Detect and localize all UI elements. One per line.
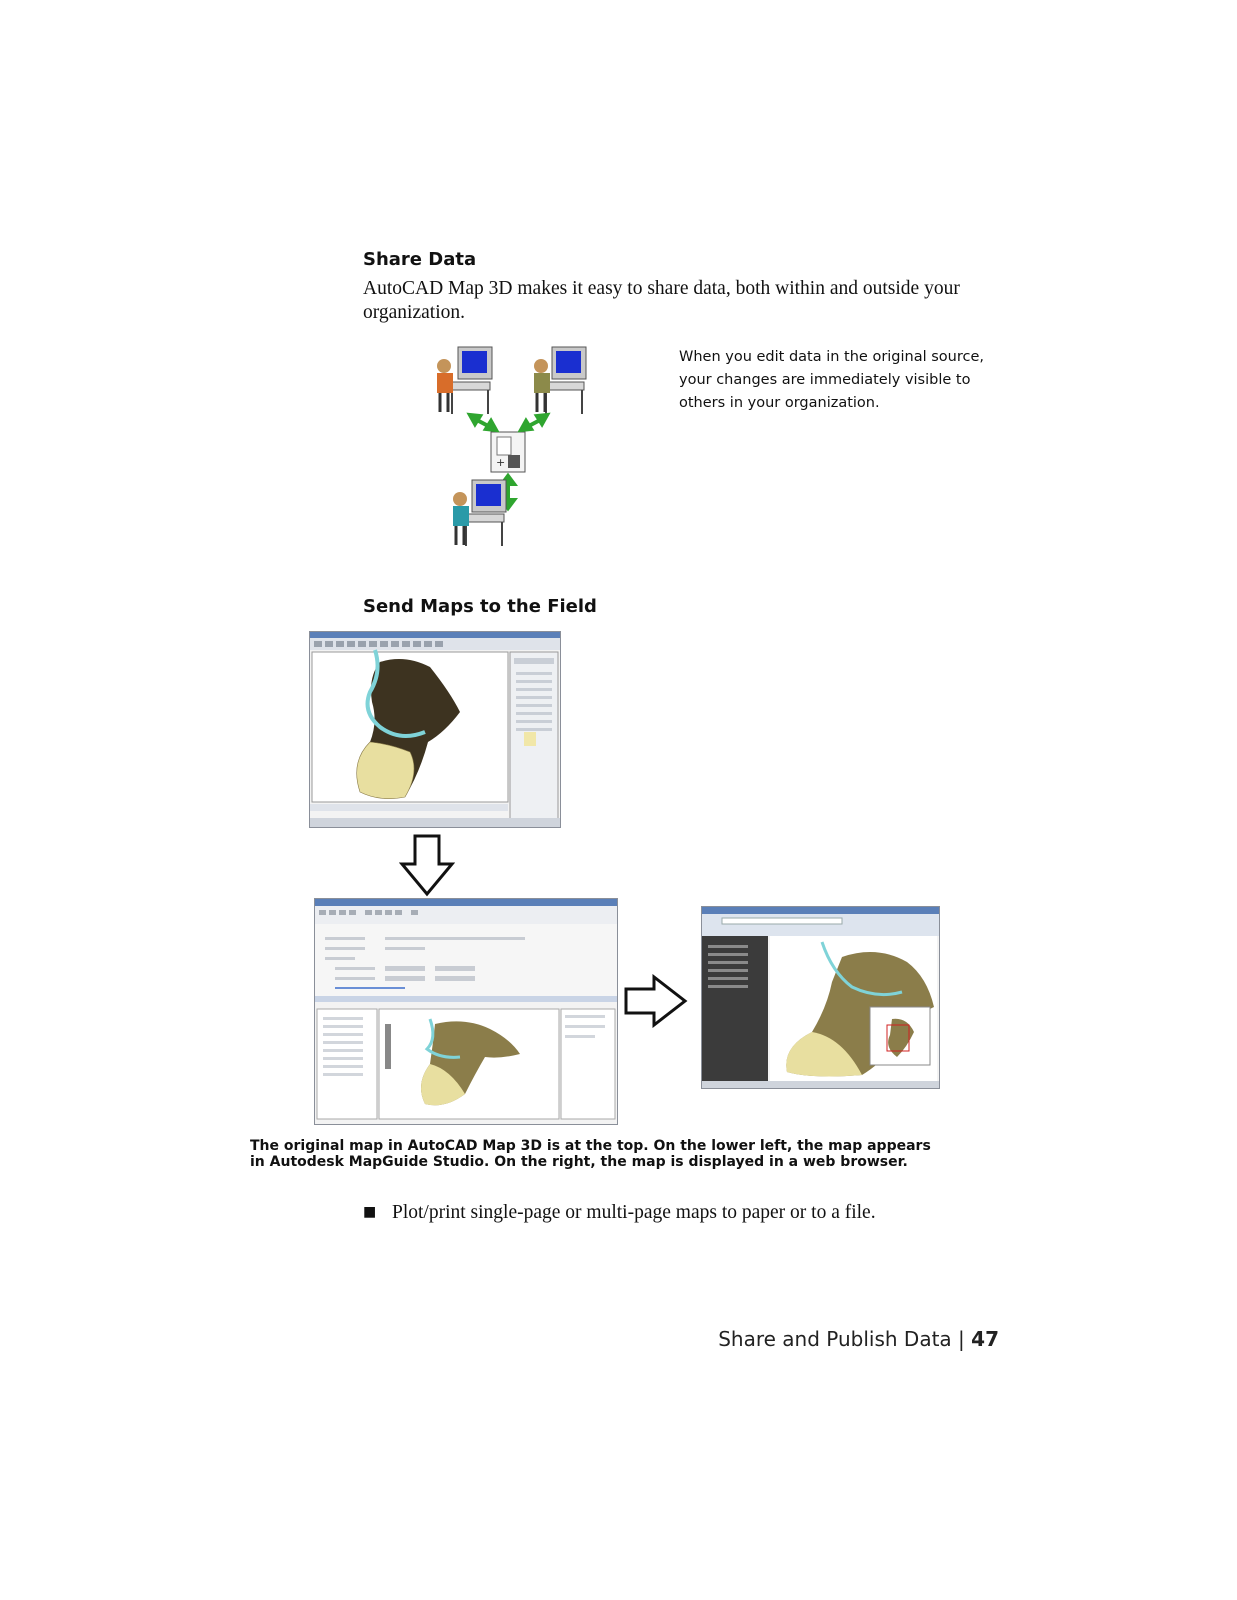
share-data-body-line-1: AutoCAD Map 3D makes it easy to share data, both within and outside your (363, 278, 960, 299)
bullet-text: Plot/print single-page or multi-page maps to paper or to a file. (392, 1202, 876, 1223)
footer-separator: | (958, 1327, 965, 1351)
down-arrow-icon (399, 834, 455, 898)
mapguide-studio-screenshot (314, 898, 618, 1125)
database-icon (491, 432, 525, 472)
autocad-map3d-screenshot (309, 631, 561, 828)
browser-screenshot-image (702, 907, 939, 1088)
caption-line-1: The original map in AutoCAD Map 3D is at the top. On the lower left, the map appears (250, 1138, 931, 1154)
right-arrow-icon (624, 974, 688, 1028)
send-maps-heading: Send Maps to the Field (363, 596, 597, 617)
bullet-marker: ■ (363, 1204, 377, 1220)
figure-caption (250, 1138, 950, 1170)
web-browser-screenshot (701, 906, 940, 1089)
page-footer (718, 1327, 999, 1351)
workstation-bottom-icon (453, 480, 506, 546)
share-data-body (363, 277, 1013, 325)
share-data-heading: Share Data (363, 249, 477, 270)
side-note-line-1: When you edit data in the original source, (679, 349, 985, 365)
autocad-screenshot-image (310, 632, 560, 827)
side-note-line-2: your changes are immediately visible to (679, 372, 971, 388)
share-data-side-note (679, 346, 1009, 415)
workstation-top-right-icon (534, 347, 586, 414)
page-number: 47 (971, 1327, 999, 1351)
caption-line-2: in Autodesk MapGuide Studio. On the right, the map is displayed in a web browser. (250, 1154, 908, 1170)
side-note-line-3: others in your organization. (679, 395, 880, 411)
svg-text:+: + (496, 456, 506, 469)
footer-section-title: Share and Publish Data (718, 1327, 952, 1351)
workstation-top-left-icon (437, 347, 492, 414)
mapguide-screenshot-image (315, 899, 617, 1124)
shared-data-illustration (430, 342, 600, 552)
share-data-body-line-2: organization. (363, 302, 465, 323)
